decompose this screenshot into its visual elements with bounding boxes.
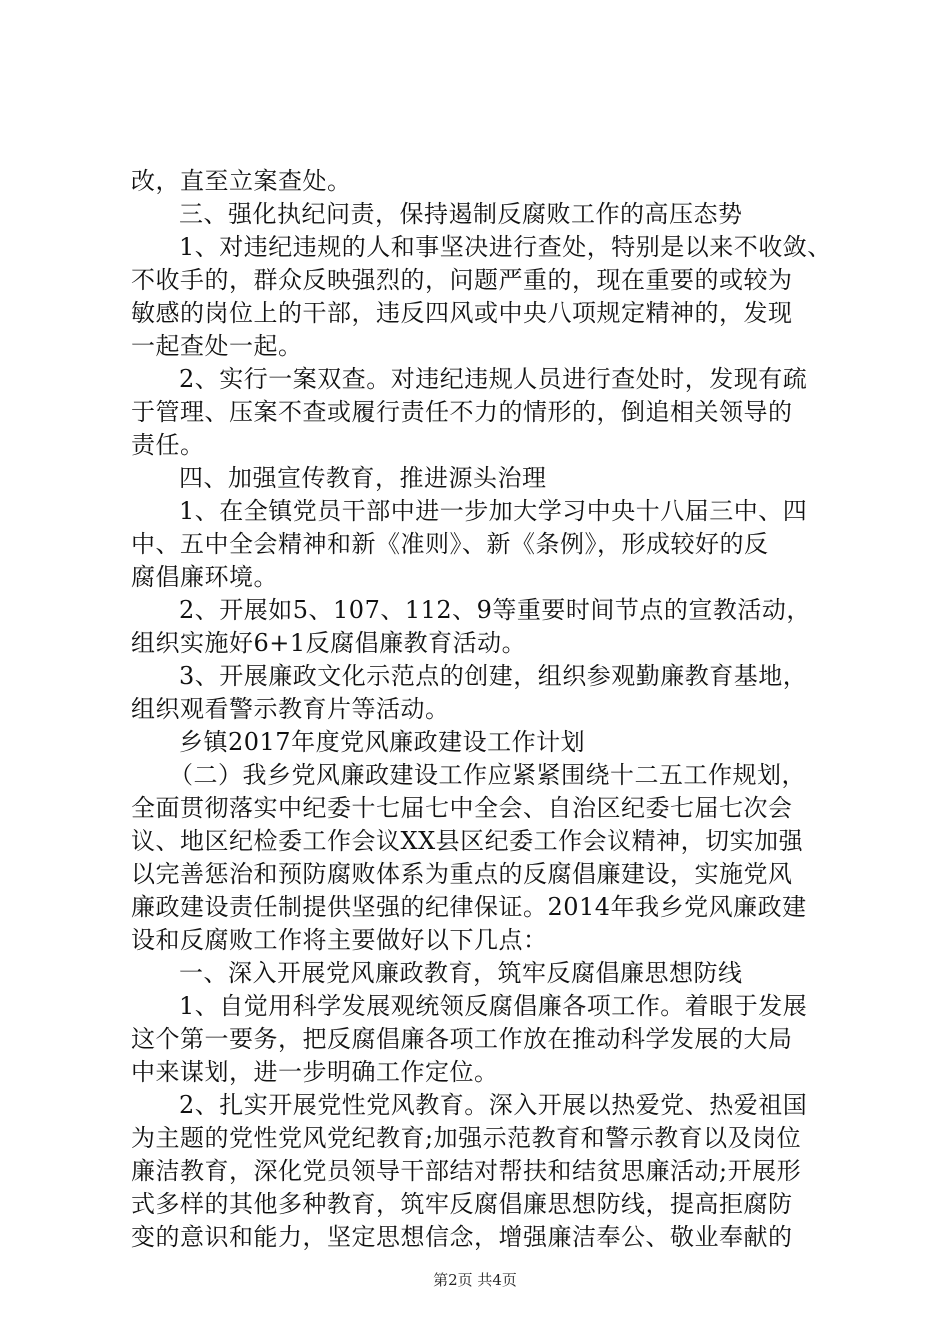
text-line-33: 变的意识和能力，坚定思想信念，增强廉洁奉公、敬业奉献的 [131,1223,793,1251]
text-line-28: 中来谋划，进一步明确工作定位。 [131,1058,499,1086]
text-line-3: 1、对违纪违规的人和事坚决进行查处，特别是以来不收敛、 [179,233,832,261]
text-line-15: 组织实施好6+1反腐倡廉教育活动。 [131,629,527,657]
text-line-31: 廉洁教育，深化党员领导干部结对帮扶和结贫思廉活动;开展形 [131,1157,802,1185]
text-line-5: 敏感的岗位上的干部，违反四风或中央八项规定精神的，发现 [131,299,793,327]
text-line-24: 设和反腐败工作将主要做好以下几点： [131,926,548,954]
text-line-9: 责任。 [131,431,205,459]
text-line-20: 全面贯彻落实中纪委十七届七中全会、自治区纪委七届七次会 [131,794,793,822]
text-line-16: 3、开展廉政文化示范点的创建，组织参观勤廉教育基地， [179,662,808,690]
text-line-23: 廉政建设责任制提供坚强的纪律保证。2014年我乡党风廉政建 [131,893,807,921]
text-line-26: 1、自觉用科学发展观统领反腐倡廉各项工作。着眼于发展 [179,992,808,1020]
text-line-11: 1、在全镇党员干部中进一步加大学习中央十八届三中、四 [179,497,808,525]
text-line-27: 这个第一要务，把反腐倡廉各项工作放在推动科学发展的大局 [131,1025,793,1053]
text-line-22: 以完善惩治和预防腐败体系为重点的反腐倡廉建设，实施党风 [131,860,793,888]
text-line-1: 改，直至立案查处。 [131,167,352,195]
text-line-4: 不收手的，群众反映强烈的，问题严重的，现在重要的或较为 [131,266,793,294]
text-line-19: （二）我乡党风廉政建设工作应紧紧围绕十二五工作规划， [169,761,806,789]
section-heading-1: 一、深入开展党风廉政教育，筑牢反腐倡廉思想防线 [179,959,743,987]
section-heading-3: 三、强化执纪问责，保持遏制反腐败工作的高压态势 [179,200,743,228]
text-line-29: 2、扎实开展党性党风教育。深入开展以热爱党、热爱祖国 [179,1091,808,1119]
page-number-footer: 第2页 共4页 [433,1271,517,1289]
text-line-8: 于管理、压案不查或履行责任不力的情形的，倒追相关领导的 [131,398,793,426]
plan-title: 乡镇2017年度党风廉政建设工作计划 [179,728,586,756]
text-line-13: 腐倡廉环境。 [131,563,278,591]
text-line-14: 2、开展如5、107、112、9等重要时间节点的宣教活动， [179,596,811,624]
text-line-17: 组织观看警示教育片等活动。 [131,695,450,723]
text-line-21: 议、地区纪检委工作会议XX县区纪委工作会议精神，切实加强 [131,827,804,855]
text-line-30: 为主题的党性党风党纪教育;加强示范教育和警示教育以及岗位 [131,1124,802,1152]
section-heading-4: 四、加强宣传教育，推进源头治理 [179,464,547,492]
text-line-7: 2、实行一案双查。对违纪违规人员进行查处时，发现有疏 [179,365,808,393]
text-line-6: 一起查处一起。 [131,332,303,360]
text-line-12: 中、五中全会精神和新《准则》、新《条例》，形成较好的反 [131,530,769,558]
text-line-32: 式多样的其他多种教育，筑牢反腐倡廉思想防线，提高拒腐防 [131,1190,793,1218]
